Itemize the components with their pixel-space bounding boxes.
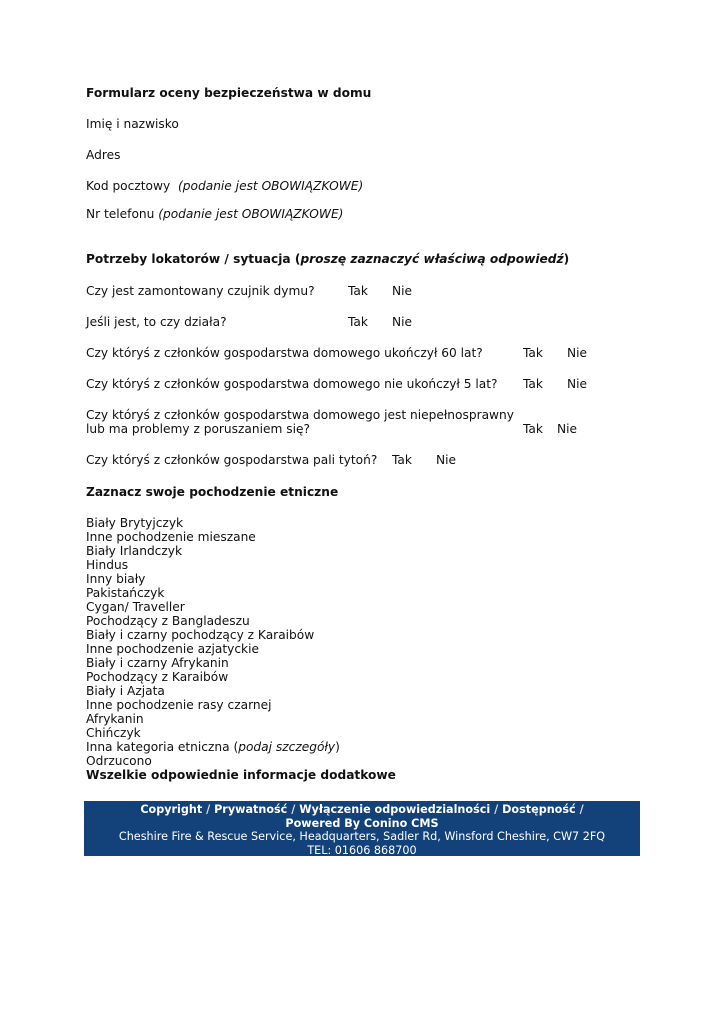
question-over-60: Czy któryś z członków gospodarstwa domowego ukończył 60 lat? [86,346,483,360]
q5-no-option[interactable]: Nie [557,422,578,436]
other-prefix: Inna kategoria etniczna ( [86,740,239,754]
phone-note: (podanie jest OBOWIĄZKOWE) [158,207,344,221]
ethnic-option[interactable]: Chińczyk [86,726,141,740]
accessibility-link[interactable]: Dostępność [502,803,576,816]
privacy-link[interactable]: Prywatność [214,803,288,816]
copyright-link[interactable]: Copyright [140,803,203,816]
question-smoker: Czy któryś z członków gospodarstwa pali tytoń? [86,453,378,467]
other-suffix: ) [335,740,340,754]
footer-separator: / [494,803,499,816]
needs-heading-text: Potrzeby lokatorów / sytuacja ( [86,252,301,266]
ethnic-option[interactable]: Inne pochodzenie rasy czarnej [86,698,272,712]
needs-heading-note: proszę zaznaczyć właściwą odpowiedź [300,252,564,266]
q2-yes-option[interactable]: Tak [348,315,368,329]
ethnic-option[interactable]: Inne pochodzenie mieszane [86,530,256,544]
ethnic-option[interactable]: Biały Irlandczyk [86,544,183,558]
ethnic-list [86,516,396,782]
q3-no-option[interactable]: Nie [567,346,588,360]
ethnic-option[interactable]: Biały i czarny Afrykanin [86,656,229,670]
ethnic-option[interactable]: Hindus [86,558,129,572]
footer-separator: / [206,803,211,816]
ethnic-option[interactable]: Inne pochodzenie azjatyckie [86,642,259,656]
question-disability-line1: Czy któryś z członków gospodarstwa domowego jest niepełnosprawny [86,408,514,422]
question-disability-line2: lub ma problemy z poruszaniem się? [86,422,310,436]
question-under-5: Czy któryś z członków gospodarstwa domowego nie ukończył 5 lat? [86,377,498,391]
footer-address: Cheshire Fire & Rescue Service, Headquarters, Sadler Rd, Winsford Cheshire, CW7 2FQ [118,830,606,843]
q1-yes-option[interactable]: Tak [348,284,368,298]
ethnic-option[interactable]: Cygan/ Traveller [86,600,185,614]
phone-label [86,207,343,221]
ethnic-option-other[interactable] [86,740,396,754]
question-disability [86,408,514,436]
question-alarm-working: Jeśli jest, to czy działa? [86,315,227,329]
q3-yes-option[interactable]: Tak [523,346,543,360]
ethnic-option[interactable]: Pochodzący z Karaibów [86,670,229,684]
ethnic-option[interactable]: Inny biały [86,572,146,586]
other-note: podaj szczegóły [238,740,336,754]
footer [84,801,640,856]
disclaimer-link[interactable]: Wyłączenie odpowiedzialności [299,803,491,816]
postcode-text: Kod pocztowy [86,179,171,193]
name-label: Imię i nazwisko [86,117,179,131]
powered-by: Powered By Conino CMS [285,816,439,830]
needs-heading-close: ) [563,252,570,266]
postcode-label [86,179,363,193]
additional-info-heading: Wszelkie odpowiednie informacje dodatkowe [86,768,396,782]
ethnic-option[interactable]: Pochodzący z Bangladeszu [86,614,250,628]
q4-yes-option[interactable]: Tak [523,377,543,391]
ethnic-option[interactable]: Biały Brytyjczyk [86,516,184,530]
question-smoke-alarm: Czy jest zamontowany czujnik dymu? [86,284,315,298]
ethnic-option[interactable]: Pakistańczyk [86,586,165,600]
ethnic-heading: Zaznacz swoje pochodzenie etniczne [86,485,339,499]
ethnic-option[interactable]: Biały i czarny pochodzący z Karaibów [86,628,315,642]
needs-heading [86,252,569,266]
footer-separator: / [291,803,296,816]
q6-yes-option[interactable]: Tak [392,453,412,467]
q1-no-option[interactable]: Nie [392,284,413,298]
ethnic-option-declined[interactable]: Odrzucono [86,754,152,768]
ethnic-option[interactable]: Biały i Azjata [86,684,165,698]
q4-no-option[interactable]: Nie [567,377,588,391]
footer-phone: TEL: 01606 868700 [307,843,417,857]
postcode-note: (podanie jest OBOWIĄZKOWE) [178,179,364,193]
footer-separator: / [579,803,584,816]
phone-text: Nr telefonu [86,207,155,221]
q2-no-option[interactable]: Nie [392,315,413,329]
q6-no-option[interactable]: Nie [436,453,457,467]
ethnic-option[interactable]: Afrykanin [86,712,144,726]
address-label: Adres [86,148,121,162]
form-title: Formularz oceny bezpieczeństwa w domu [86,86,372,100]
footer-links [84,803,640,817]
q5-yes-option[interactable]: Tak [523,422,543,436]
